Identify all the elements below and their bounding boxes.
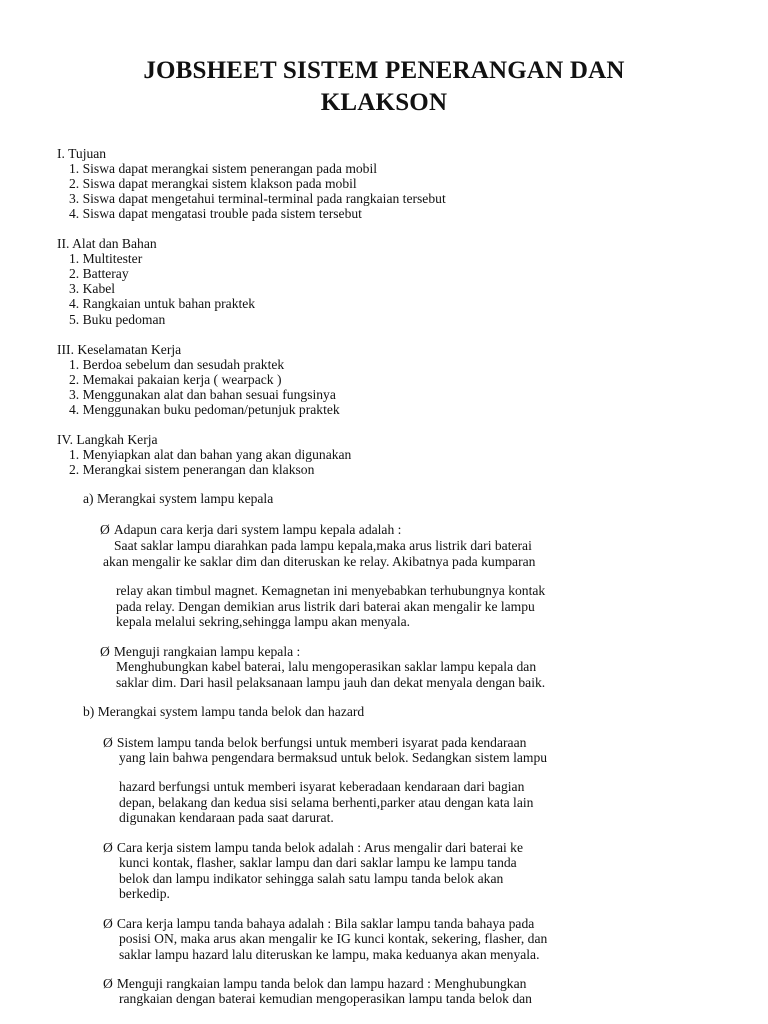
list-item: 3. Menggunakan alat dan bahan sesuai fungsinya <box>69 387 336 402</box>
paragraph-line: pada relay. Dengan demikian arus listrik dari baterai akan mengalir ke lampu <box>116 599 535 614</box>
list-item: 2. Siswa dapat merangkai sistem klakson pada mobil <box>69 176 357 191</box>
bullet-icon: Ø <box>103 735 113 750</box>
list-item: 4. Siswa dapat mengatasi trouble pada sistem tersebut <box>69 206 362 221</box>
paragraph-line: yang lain bahwa pengendara bermaksud untuk belok. Sedangkan sistem lampu <box>119 750 548 765</box>
list-item: 3. Kabel <box>69 281 116 296</box>
subsection-heading-b: b) Merangkai system lampu tanda belok dan hazard <box>83 704 365 719</box>
bullet-icon: Ø <box>103 916 113 931</box>
list-item: 5. Buku pedoman <box>69 312 166 327</box>
section-heading-tujuan: I. Tujuan <box>57 146 107 161</box>
section-heading-langkah: IV. Langkah Kerja <box>57 432 158 447</box>
bullet-paragraph <box>103 976 526 991</box>
bullet-icon: Ø <box>100 644 110 659</box>
bullet-paragraph <box>100 644 300 659</box>
bullet-paragraph <box>103 735 526 750</box>
paragraph-line: saklar lampu hazard lalu diteruskan ke lampu, maka keduanya akan menyala. <box>119 947 540 962</box>
list-item: 1. Berdoa sebelum dan sesudah praktek <box>69 357 285 372</box>
bullet-icon: Ø <box>103 840 113 855</box>
subsection-heading-a: a) Merangkai system lampu kepala <box>83 491 274 506</box>
paragraph-line: belok dan lampu indikator sehingga salah satu lampu tanda belok akan <box>119 871 504 886</box>
list-item: 1. Siswa dapat merangkai sistem penerangan pada mobil <box>69 161 378 176</box>
page-title <box>0 55 768 119</box>
paragraph-line: Saat saklar lampu diarahkan pada lampu kepala,maka arus listrik dari baterai <box>114 538 532 553</box>
paragraph-line: saklar dim. Dari hasil pelaksanaan lampu jauh dan dekat menyala dengan baik. <box>116 675 546 690</box>
paragraph-line: rangkaian dengan baterai kemudian mengoperasikan lampu tanda belok dan <box>119 991 532 1006</box>
paragraph-line: digunakan kendaraan pada saat darurat. <box>119 810 334 825</box>
section-heading-keselamatan: III. Keselamatan Kerja <box>57 342 182 357</box>
list-item: 2. Memakai pakaian kerja ( wearpack ) <box>69 372 282 387</box>
paragraph-line: berkedip. <box>119 886 170 901</box>
paragraph-line: kunci kontak, flasher, saklar lampu dan dari saklar lampu ke lampu tanda <box>119 855 517 870</box>
section-heading-alat-bahan: II. Alat dan Bahan <box>57 236 157 251</box>
paragraph-line: relay akan timbul magnet. Kemagnetan ini menyebabkan terhubungnya kontak <box>116 583 546 598</box>
paragraph-line: Cara kerja lampu tanda bahaya adalah : Bila saklar lampu tanda bahaya pada <box>116 916 535 931</box>
paragraph-line: kepala melalui sekring,sehingga lampu akan menyala. <box>116 614 411 629</box>
bullet-paragraph <box>103 840 523 855</box>
paragraph-line: Sistem lampu tanda belok berfungsi untuk memberi isyarat pada kendaraan <box>116 735 527 750</box>
paragraph-line: Menguji rangkaian lampu kepala : <box>113 644 301 659</box>
paragraph-line: Menghubungkan kabel baterai, lalu mengoperasikan saklar lampu kepala dan <box>116 659 537 674</box>
list-item: 4. Menggunakan buku pedoman/petunjuk praktek <box>69 402 340 417</box>
list-item: 3. Siswa dapat mengetahui terminal-terminal pada rangkaian tersebut <box>69 191 446 206</box>
list-item: 2. Batteray <box>69 266 129 281</box>
paragraph-line: depan, belakang dan kedua sisi selama berhenti,parker atau dengan kata lain <box>119 795 534 810</box>
list-item: 4. Rangkaian untuk bahan praktek <box>69 296 256 311</box>
paragraph-line: hazard berfungsi untuk memberi isyarat keberadaan kendaraan dari bagian <box>119 779 525 794</box>
paragraph-line: Adapun cara kerja dari system lampu kepala adalah : <box>113 522 402 537</box>
bullet-icon: Ø <box>103 976 113 991</box>
bullet-paragraph <box>100 522 401 537</box>
bullet-icon: Ø <box>100 522 110 537</box>
paragraph-line: Menguji rangkaian lampu tanda belok dan lampu hazard : Menghubungkan <box>116 976 527 991</box>
paragraph-line: Cara kerja sistem lampu tanda belok adalah : Arus mengalir dari baterai ke <box>116 840 523 855</box>
list-item: 1. Multitester <box>69 251 143 266</box>
list-item: 2. Merangkai sistem penerangan dan klakson <box>69 462 315 477</box>
list-item: 1. Menyiapkan alat dan bahan yang akan digunakan <box>69 447 352 462</box>
bullet-paragraph <box>103 916 534 931</box>
title-line-2: KLAKSON <box>320 89 448 116</box>
paragraph-line: akan mengalir ke saklar dim dan diteruskan ke relay. Akibatnya pada kumparan <box>103 554 536 569</box>
title-line-1: JOBSHEET SISTEM PENERANGAN DAN <box>143 57 625 84</box>
paragraph-line: posisi ON, maka arus akan mengalir ke IG kunci kontak, sekering, flasher, dan <box>119 931 548 946</box>
